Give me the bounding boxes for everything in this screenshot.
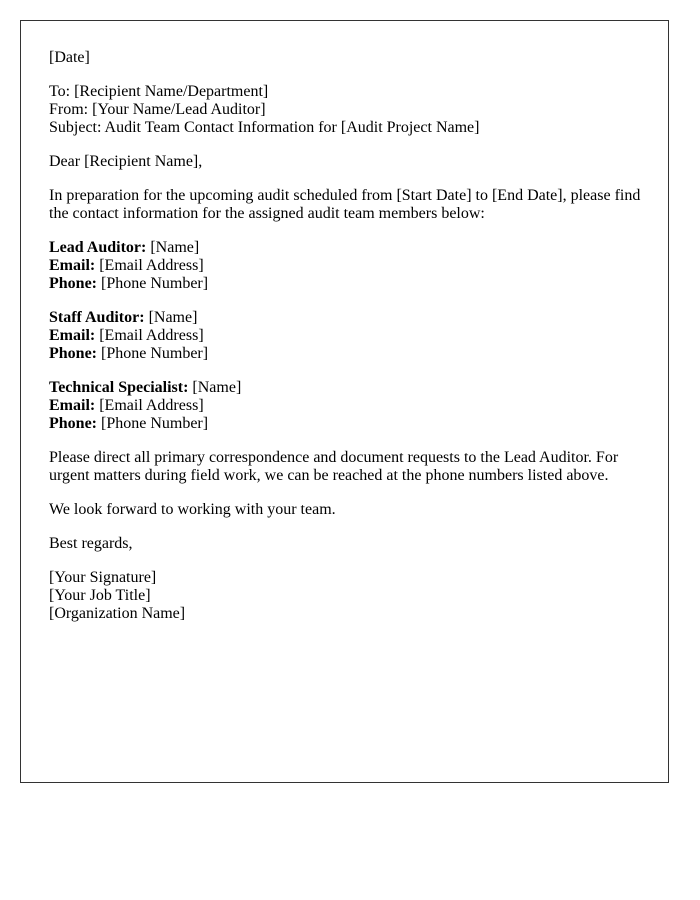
sender-line: From: [Your Name/Lead Auditor] [49, 101, 266, 118]
recipient-line: To: [Recipient Name/Department] [49, 83, 269, 100]
email-label: Email: [49, 327, 96, 344]
email-label: Email: [49, 397, 96, 414]
member-email: [Email Address] [95, 397, 204, 414]
signature-block [49, 569, 648, 623]
closing-line: We look forward to working with your team. [49, 501, 336, 518]
sign-off: Best regards, [49, 535, 133, 552]
member-name: [Name] [146, 239, 200, 256]
organization-name: [Organization Name] [49, 605, 186, 622]
role-label: Staff Auditor: [49, 309, 145, 326]
member-email: [Email Address] [95, 257, 204, 274]
member-email: [Email Address] [95, 327, 204, 344]
letter-document [20, 20, 669, 783]
member-phone: [Phone Number] [97, 415, 209, 432]
intro-paragraph: In preparation for the upcoming audit scheduled from [Start Date] to [End Date], please find the contact information for the assigned audit team members below: [49, 187, 641, 222]
member-name: [Name] [188, 379, 242, 396]
job-title: [Your Job Title] [49, 587, 151, 604]
phone-label: Phone: [49, 345, 97, 362]
instructions-paragraph: Please direct all primary correspondence and document requests to the Lead Auditor. For urgent matters during field work, we can be reached at the phone numbers listed above. [49, 449, 619, 484]
member-phone: [Phone Number] [97, 275, 209, 292]
member-name: [Name] [144, 309, 198, 326]
subject-line: Subject: Audit Team Contact Information for [Audit Project Name] [49, 119, 480, 136]
email-label: Email: [49, 257, 96, 274]
role-label: Technical Specialist: [49, 379, 189, 396]
salutation: Dear [Recipient Name], [49, 153, 203, 170]
team-member-staff-auditor [49, 309, 648, 363]
phone-label: Phone: [49, 415, 97, 432]
team-member-lead-auditor [49, 239, 648, 293]
signature: [Your Signature] [49, 569, 157, 586]
role-label: Lead Auditor: [49, 239, 147, 256]
team-member-technical-specialist [49, 379, 648, 433]
letter-date: [Date] [49, 49, 90, 66]
member-phone: [Phone Number] [97, 345, 209, 362]
phone-label: Phone: [49, 275, 97, 292]
letter-header [49, 83, 648, 137]
